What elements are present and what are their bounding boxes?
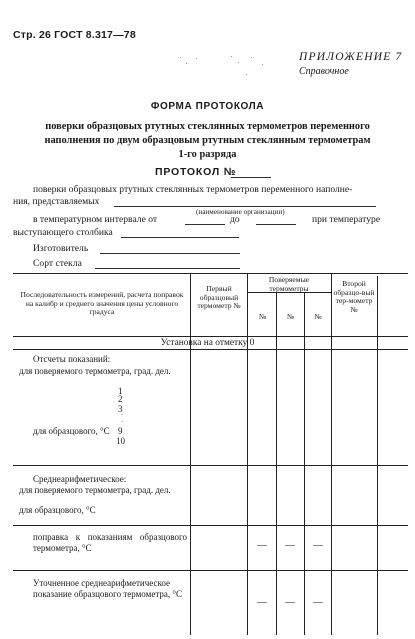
subtitle-line-3: 1-го разряда <box>178 149 237 160</box>
temperature-label: при температуре <box>312 214 381 225</box>
manufacturer-field[interactable] <box>100 253 240 254</box>
correction-dash-3: — <box>313 540 323 551</box>
mean-verified: для поверяемого термометра, град. дел. <box>19 485 171 495</box>
column-header-first-reference: Первый образцовый термометр № <box>197 284 241 310</box>
reading-number: 9 <box>118 426 123 436</box>
subtitle-line-1: поверки образцовых ртутных стеклянных термометров переменного <box>45 121 370 132</box>
readings-reference: для образцового, °С <box>33 426 110 436</box>
protocol-number-field[interactable] <box>231 177 271 178</box>
glass-grade-field[interactable] <box>95 268 240 269</box>
mean-title: Среднеарифметическое: <box>33 474 127 484</box>
reading-number: 3 <box>118 404 123 414</box>
page-reference: Стр. 26 ГОСТ 8.317—78 <box>13 29 136 41</box>
protocol-heading: ПРОТОКОЛ № <box>155 166 237 178</box>
column-header-number-2: № <box>286 312 295 321</box>
manufacturer-label: Изготовитель <box>33 243 89 254</box>
interval-to-field[interactable] <box>256 224 296 225</box>
correction-dash-1: — <box>257 540 267 551</box>
column-header-sequence: Последовательность измерений, расчета поправок на калибр и среднего значения цены условного градуса <box>20 290 184 316</box>
column-header-number-3: № <box>314 312 322 321</box>
subtitle-line-2: наполнения по двум образцовым ртутным стеклянным термометрам <box>44 135 371 146</box>
form-line-2: ния, представляемых <box>13 196 100 207</box>
column-label: выступающего столбика <box>13 227 113 238</box>
organization-caption: (наименование организации) <box>196 208 285 216</box>
glass-grade-label: Сорт стекла <box>33 258 82 269</box>
mean-reference: для образцового, °С <box>19 505 96 515</box>
column-header-verified: Поверяемые термометры <box>268 275 310 293</box>
ellipsis-dots: · · <box>121 411 124 426</box>
correction-label: поправка к показаниям образцового термометра, °С <box>33 532 187 553</box>
readings-title: Отсчеты показаний: <box>33 354 111 364</box>
refined-dash-3: — <box>313 597 323 608</box>
column-header-number-1: № <box>258 312 267 321</box>
interval-label: в температурном интервале от <box>33 214 158 225</box>
refined-dash-1: — <box>257 597 267 608</box>
reading-number: 2 <box>118 394 123 404</box>
correction-dash-2: — <box>285 540 295 551</box>
refined-mean-label: Уточненное среднеарифметическое показание образцового термометра, °С <box>33 578 182 599</box>
readings-verified: для поверяемого термометра, град. дел. <box>19 366 171 376</box>
column-header-second-reference: Второй образцо-вый тер-мометр № <box>333 279 375 314</box>
organization-field[interactable] <box>114 206 376 207</box>
reference-note: Справочное <box>299 66 349 77</box>
interval-to-label: до <box>230 214 240 225</box>
setting-row: Установка на отметку 0 <box>160 338 255 348</box>
column-temperature-field[interactable] <box>121 237 239 238</box>
reading-number: 1 <box>118 386 123 396</box>
refined-dash-2: — <box>285 597 295 608</box>
form-line-1: поверки образцовых ртутных стеклянных термометров переменного наполне- <box>33 184 353 195</box>
appendix-label: ПРИЛОЖЕНИЕ 7 <box>299 51 403 63</box>
interval-from-field[interactable] <box>185 224 225 225</box>
reading-number: 10 <box>116 436 125 446</box>
form-title: ФОРМА ПРОТОКОЛА <box>150 101 265 112</box>
